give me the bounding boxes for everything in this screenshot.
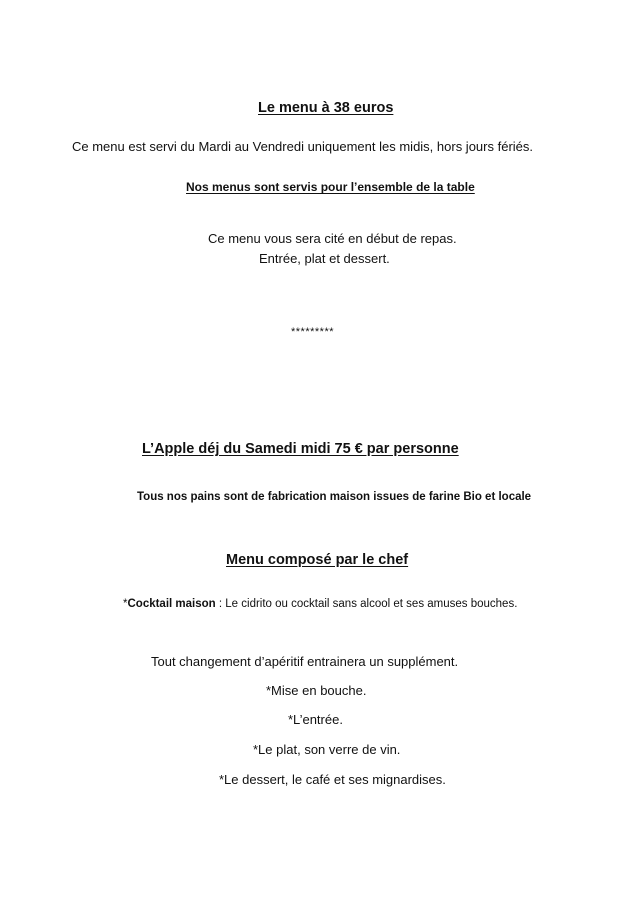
chef-menu-title: Menu composé par le chef <box>226 552 409 568</box>
apple-dej-title: L’Apple déj du Samedi midi 75 € par personne <box>142 441 459 457</box>
bread-note: Tous nos pains sont de fabrication maison issues de farine Bio et locale <box>137 491 532 503</box>
menu-38-availability: Ce menu est servi du Mardi au Vendredi uniquement les midis, hors jours fériés. <box>72 139 533 154</box>
separator: ********* <box>291 326 335 338</box>
cocktail-description: : Le cidrito ou cocktail sans alcool et ses amuses bouches. <box>215 598 518 610</box>
cocktail-label: Cocktail maison <box>127 598 216 610</box>
course-item-dessert: *Le dessert, le café et ses mignardises. <box>219 772 446 787</box>
menu-cited-note: Ce menu vous sera cité en début de repas. <box>208 231 457 246</box>
aperitif-note: Tout changement d’apéritif entrainera un supplément. <box>151 654 459 669</box>
course-item-main: *Le plat, son verre de vin. <box>253 742 401 757</box>
menu-38-title: Le menu à 38 euros <box>258 100 394 116</box>
table-note: Nos menus sont servis pour l’ensemble de la table <box>186 180 475 194</box>
course-item-amuse: *Mise en bouche. <box>266 683 367 698</box>
menu-courses: Entrée, plat et dessert. <box>259 251 390 266</box>
cocktail-prefix: * <box>123 598 128 610</box>
course-item-starter: *L’entrée. <box>288 712 343 727</box>
cocktail-line <box>123 599 517 611</box>
